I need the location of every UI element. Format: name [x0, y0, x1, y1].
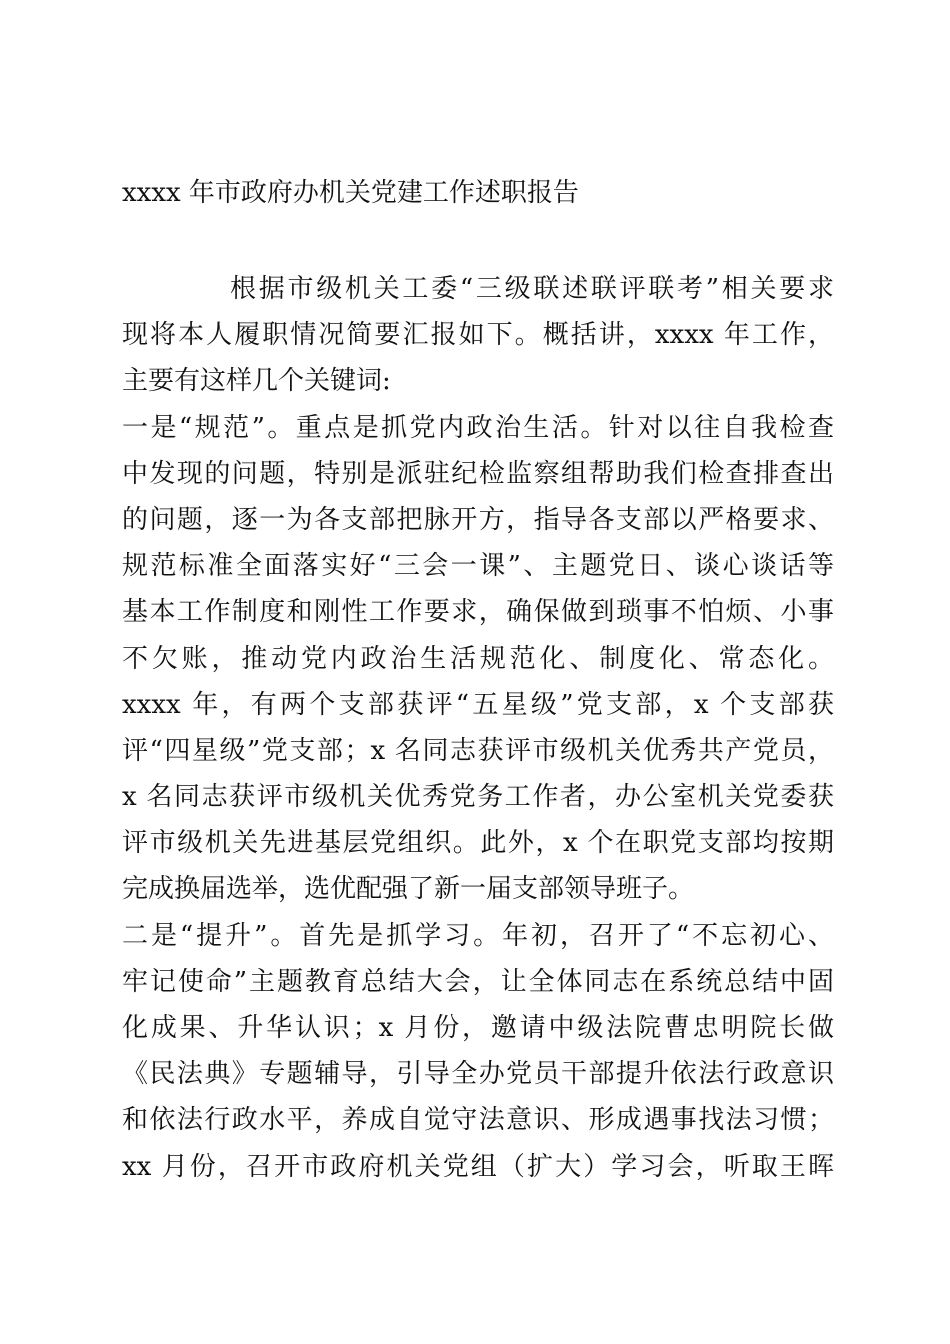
document-title: xxxx 年市政府办机关党建工作述职报告 [122, 178, 579, 208]
paragraph-line: 《民法典》专题辅导，引导全办党员干部提升依法行政意识 [122, 1059, 834, 1090]
paragraph-line: x 名同志获评市级机关优秀党务工作者，办公室机关党委获 [122, 782, 834, 813]
paragraph-line: 规范标准全面落实好“三会一课”、主题党日、谈心谈话等 [122, 551, 834, 582]
paragraph-line: xx 月份，召开市政府机关党组（扩大）学习会，听取王晖 [122, 1151, 834, 1182]
paragraph-line: 评“四星级”党支部；x 名同志获评市级机关优秀共产党员， [122, 735, 834, 766]
paragraph-line: 基本工作制度和刚性工作要求，确保做到琐事不怕烦、小事 [122, 597, 834, 628]
paragraph-line: 现将本人履职情况简要汇报如下。概括讲，xxxx 年工作， [122, 320, 834, 351]
paragraph-line: 评市级机关先进基层党组织。此外，x 个在职党支部均按期 [122, 828, 834, 859]
paragraph-line: 中发现的问题，特别是派驻纪检监察组帮助我们检查排查出 [122, 458, 834, 489]
paragraph-line: 一是“规范”。重点是抓党内政治生活。针对以往自我检查 [122, 412, 834, 443]
paragraph-line: 牢记使命”主题教育总结大会，让全体同志在系统总结中固 [122, 966, 834, 997]
paragraph-line: 和依法行政水平，养成自觉守法意识、形成遇事找法习惯； [122, 1105, 834, 1136]
paragraph-line: 根据市级机关工委“三级联述联评联考”相关要求 [230, 274, 834, 304]
paragraph-line: xxxx 年，有两个支部获评“五星级”党支部，x 个支部获 [122, 689, 834, 720]
paragraph-line: 主要有这样几个关键词: [122, 366, 391, 397]
paragraph-line: 化成果、升华认识；x 月份，邀请中级法院曹忠明院长做 [122, 1013, 834, 1043]
paragraph-line: 完成换届选举，选优配强了新一届支部领导班子。 [122, 874, 695, 905]
document-body [122, 266, 834, 1190]
paragraph-line: 的问题，逐一为各支部把脉开方，指导各支部以严格要求、 [122, 504, 834, 535]
paragraph-line: 不欠账，推动党内政治生活规范化、制度化、常态化。 [122, 643, 834, 674]
paragraph-line: 二是“提升”。首先是抓学习。年初，召开了“不忘初心、 [122, 920, 834, 951]
